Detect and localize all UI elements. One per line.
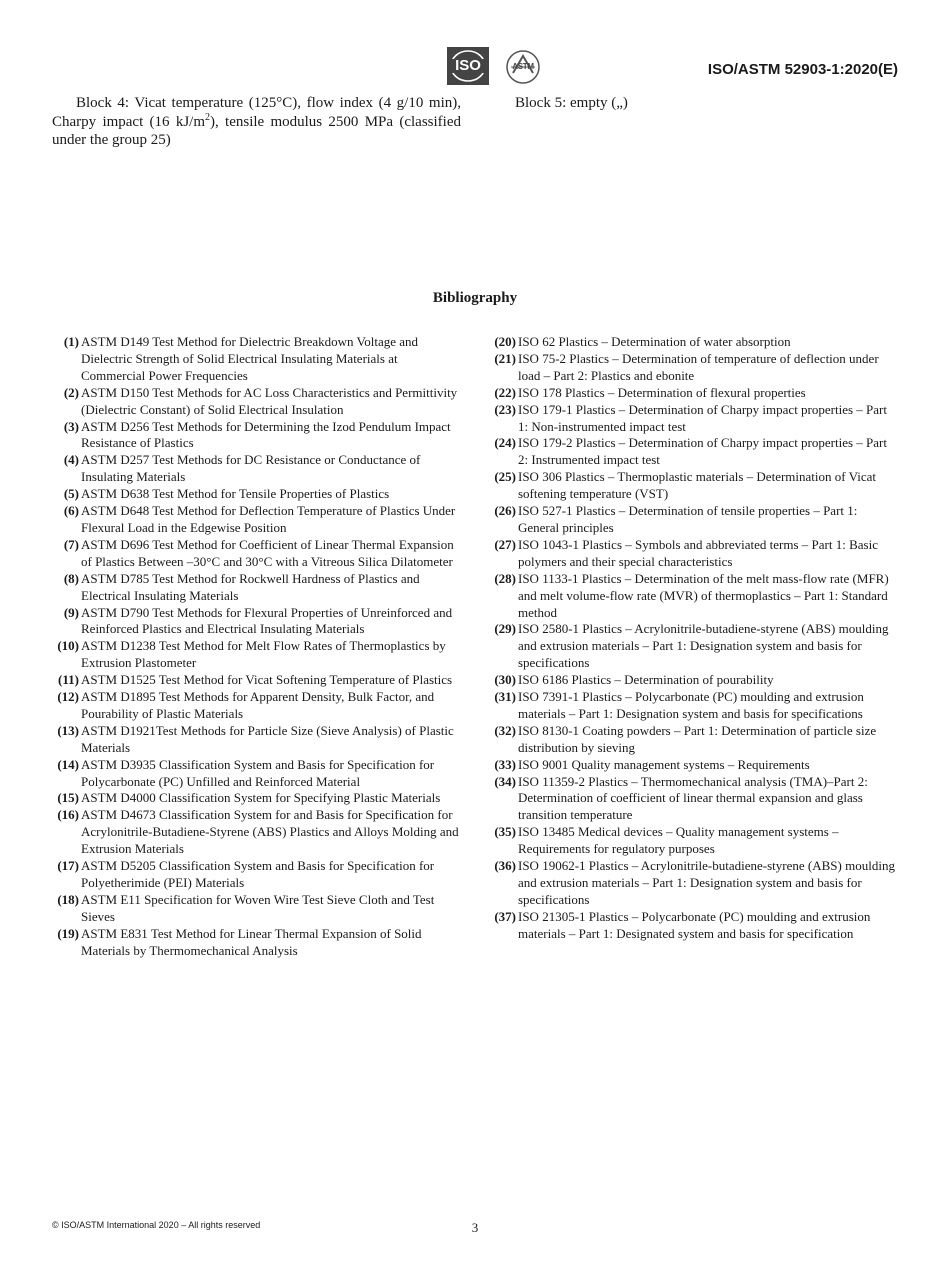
reference-item [489, 858, 897, 909]
astm-logo [505, 49, 541, 85]
reference-item [52, 892, 460, 926]
reference-text: ASTM D257 Test Methods for DC Resistance or Conductance of Insulating Materials [81, 452, 421, 485]
reference-text: ASTM D790 Test Methods for Flexural Properties of Unreinforced and Reinforced Plastics and Electrical Insulating Materials [81, 604, 453, 637]
reference-text: ASTM D638 Test Method for Tensile Properties of Plastics [81, 486, 390, 502]
reference-item [52, 605, 460, 639]
reference-number: (20) [494, 334, 516, 349]
reference-item [489, 334, 897, 351]
reference-number: (14) [57, 756, 79, 772]
reference-number: (16) [57, 807, 79, 823]
reference-number: (24) [494, 435, 516, 451]
reference-number: (11) [58, 672, 79, 688]
bibliography-left-column [52, 334, 460, 960]
reference-item [489, 503, 897, 537]
reference-item [489, 435, 897, 469]
reference-item [489, 571, 897, 622]
reference-text: ISO 7391-1 Plastics – Polycarbonate (PC) moulding and extrusion materials – Part 1: Designation system and basis for specifications [518, 689, 864, 721]
reference-number: (15) [57, 790, 79, 806]
reference-item [489, 757, 897, 774]
reference-item [52, 571, 460, 605]
reference-item [52, 926, 460, 960]
reference-item [52, 452, 460, 486]
reference-text: ISO 178 Plastics – Determination of flexural properties [518, 384, 806, 400]
reference-number: (3) [63, 418, 79, 434]
reference-text: ASTM D1525 Test Method for Vicat Softening Temperature of Plastics [81, 672, 453, 688]
reference-number: (28) [494, 570, 516, 586]
reference-item [489, 909, 897, 943]
reference-text: ISO 11359-2 Plastics – Thermomechanical analysis (TMA)–Part 2: Determination of coefficient of linear thermal expansion and glass transition temperature [518, 773, 868, 823]
reference-item [52, 537, 460, 571]
reference-number: (4) [63, 452, 79, 468]
reference-text: ASTM D785 Test Method for Rockwell Hardness of Plastics and Electrical Insulating Materials [81, 570, 420, 603]
reference-number: (5) [63, 486, 79, 502]
reference-item [52, 689, 460, 723]
reference-number: (30) [494, 672, 516, 688]
reference-number: (21) [494, 350, 516, 366]
reference-text: ISO 75-2 Plastics – Determination of temperature of deflection under load – Part 2: Plastics and ebonite [518, 350, 879, 383]
reference-item [489, 672, 897, 689]
reference-number: (9) [63, 604, 79, 620]
page-number: 3 [471, 1220, 479, 1235]
reference-item [52, 419, 460, 453]
reference-text: ISO 1133-1 Plastics – Determination of the melt mass-flow rate (MFR) and melt volume-flow rate (MVR) of thermoplastics – Part 1: Standard method [518, 570, 889, 620]
reference-number: (18) [57, 891, 79, 907]
reference-item [489, 689, 897, 723]
reference-text: ISO 1043-1 Plastics – Symbols and abbreviated terms – Part 1: Basic polymers and their special characteristics [518, 536, 878, 569]
reference-text: ISO 2580-1 Plastics – Acrylonitrile-butadiene-styrene (ABS) moulding and extrusion materials – Part 1: Designation system and basis for specifications [518, 621, 889, 671]
reference-text: ASTM D5205 Classification System and Basis for Specification for Polyetherimide (PEI) Materials [81, 858, 435, 890]
reference-text: ASTM E831 Test Method for Linear Thermal Expansion of Solid Materials by Thermomechanical Analysis [81, 925, 422, 958]
reference-text: ASTM D4673 Classification System for and Basis for Specification for Acrylonitrile-Butadiene-Styrene (ABS) Plastics and Alloys Molding and Extrusion Materials [81, 807, 459, 857]
document-id: ISO/ASTM 52903-1:2020(E) [707, 61, 898, 78]
reference-item [489, 385, 897, 402]
reference-text: ASTM D256 Test Methods for Determining the Izod Pendulum Impact Resistance of Plastics [81, 418, 451, 451]
reference-text: ISO 8130-1 Coating powders – Part 1: Determination of particle size distribution by sieving [518, 722, 877, 755]
reference-number: (6) [63, 503, 79, 519]
block-4-text-part1: Block 4: Vicat temperature (125°C), flow index (4 g/10 min), Charpy impact (16 kJ/m [52, 95, 461, 130]
footer-copyright: © ISO/ASTM International 2020 – All rights reserved [52, 1220, 261, 1230]
block-5-text: Block 5: empty („) [515, 95, 628, 111]
reference-item [52, 672, 460, 689]
reference-item [52, 486, 460, 503]
reference-text: ISO 179-1 Plastics – Determination of Charpy impact properties – Part 1: Non-instrumented impact test [518, 401, 887, 434]
reference-item [489, 469, 897, 503]
reference-number: (26) [494, 503, 516, 519]
reference-text: ASTM D149 Test Method for Dielectric Breakdown Voltage and Dielectric Strength of Solid Electrical Insulating Materials at Commercial Power Frequencies [81, 334, 419, 383]
reference-text: ASTM D1895 Test Methods for Apparent Density, Bulk Factor, and Pourability of Plastic Materials [81, 689, 435, 721]
reference-number: (25) [494, 469, 516, 485]
block-4-text-part2: ), tensile modulus 2500 MPa (classified under the group 25) [52, 113, 461, 148]
header-logos [447, 47, 547, 87]
bibliography-right-column [489, 334, 897, 943]
reference-item [52, 757, 460, 791]
reference-number: (19) [57, 925, 79, 941]
reference-text: ASTM D648 Test Method for Deflection Temperature of Plastics Under Flexural Load in the Edgewise Position [81, 503, 456, 535]
reference-item [52, 790, 460, 807]
reference-text: ISO 527-1 Plastics – Determination of tensile properties – Part 1: General principles [518, 503, 858, 535]
reference-number: (13) [57, 722, 79, 738]
reference-number: (36) [494, 858, 516, 874]
reference-text: ISO 179-2 Plastics – Determination of Charpy impact properties – Part 2: Instrumented impact test [518, 435, 887, 468]
astm-logo-text: ASTM [512, 62, 534, 71]
reference-text: ASTM D4000 Classification System for Specifying Plastic Materials [81, 790, 441, 806]
reference-text: ASTM D1238 Test Method for Melt Flow Rates of Thermoplastics by Extrusion Plastometer [81, 638, 446, 671]
reference-item [489, 402, 897, 436]
reference-text: ASTM E11 Specification for Woven Wire Test Sieve Cloth and Test Sieves [81, 891, 435, 924]
reference-number: (22) [494, 384, 516, 400]
reference-item [52, 334, 460, 385]
reference-text: ISO 306 Plastics – Thermoplastic materials – Determination of Vicat softening temperature (VST) [518, 469, 876, 502]
reference-text: ISO 62 Plastics – Determination of water absorption [518, 334, 791, 349]
reference-number: (37) [494, 908, 516, 924]
reference-text: ISO 6186 Plastics – Determination of pourability [518, 672, 774, 688]
reference-text: ISO 13485 Medical devices – Quality management systems – Requirements for regulatory purposes [518, 824, 839, 857]
reference-number: (10) [57, 638, 79, 654]
reference-number: (23) [494, 401, 516, 417]
reference-number: (35) [494, 824, 516, 840]
reference-item [52, 723, 460, 757]
block-4-superscript: 2 [205, 111, 210, 123]
reference-item [52, 638, 460, 672]
reference-text: ISO 19062-1 Plastics – Acrylonitrile-butadiene-styrene (ABS) moulding and extrusion materials – Part 1: Designation system and basis for specifications [518, 858, 895, 907]
reference-item [489, 723, 897, 757]
reference-number: (17) [57, 858, 79, 874]
reference-number: (32) [494, 722, 516, 738]
reference-item [52, 503, 460, 537]
reference-item [489, 351, 897, 385]
reference-number: (8) [63, 570, 79, 586]
reference-text: ASTM D3935 Classification System and Basis for Specification for Polycarbonate (PC) Unfilled and Reinforced Material [81, 756, 435, 789]
reference-item [489, 824, 897, 858]
reference-number: (31) [494, 689, 516, 705]
reference-number: (34) [494, 773, 516, 789]
reference-number: (29) [494, 621, 516, 637]
reference-number: (1) [63, 334, 79, 349]
reference-item [489, 537, 897, 571]
reference-text: ISO 21305-1 Plastics – Polycarbonate (PC) moulding and extrusion materials – Part 1: Designated system and basis for specification [518, 908, 871, 941]
reference-text: ISO 9001 Quality management systems – Requirements [518, 756, 810, 772]
reference-item [52, 858, 460, 892]
reference-item [52, 385, 460, 419]
iso-logo-text: ISO [455, 57, 481, 74]
reference-number: (33) [494, 756, 516, 772]
reference-item [52, 807, 460, 858]
reference-text: ASTM D150 Test Methods for AC Loss Characteristics and Permittivity (Dielectric Constant) of Solid Electrical Insulation [81, 384, 458, 417]
reference-number: (7) [63, 536, 79, 552]
reference-number: (27) [494, 536, 516, 552]
iso-logo [447, 47, 489, 85]
bibliography-title: Bibliography [432, 290, 518, 306]
reference-item [489, 774, 897, 825]
reference-number: (12) [57, 689, 79, 705]
reference-number: (2) [63, 384, 79, 400]
block-4-text [52, 94, 461, 150]
reference-text: ASTM D696 Test Method for Coefficient of Linear Thermal Expansion of Plastics Between –30°C and 30°C with a Vitreous Silica Dilatometer [81, 536, 454, 569]
reference-text: ASTM D1921Test Methods for Particle Size (Sieve Analysis) of Plastic Materials [81, 722, 454, 755]
reference-item [489, 621, 897, 672]
